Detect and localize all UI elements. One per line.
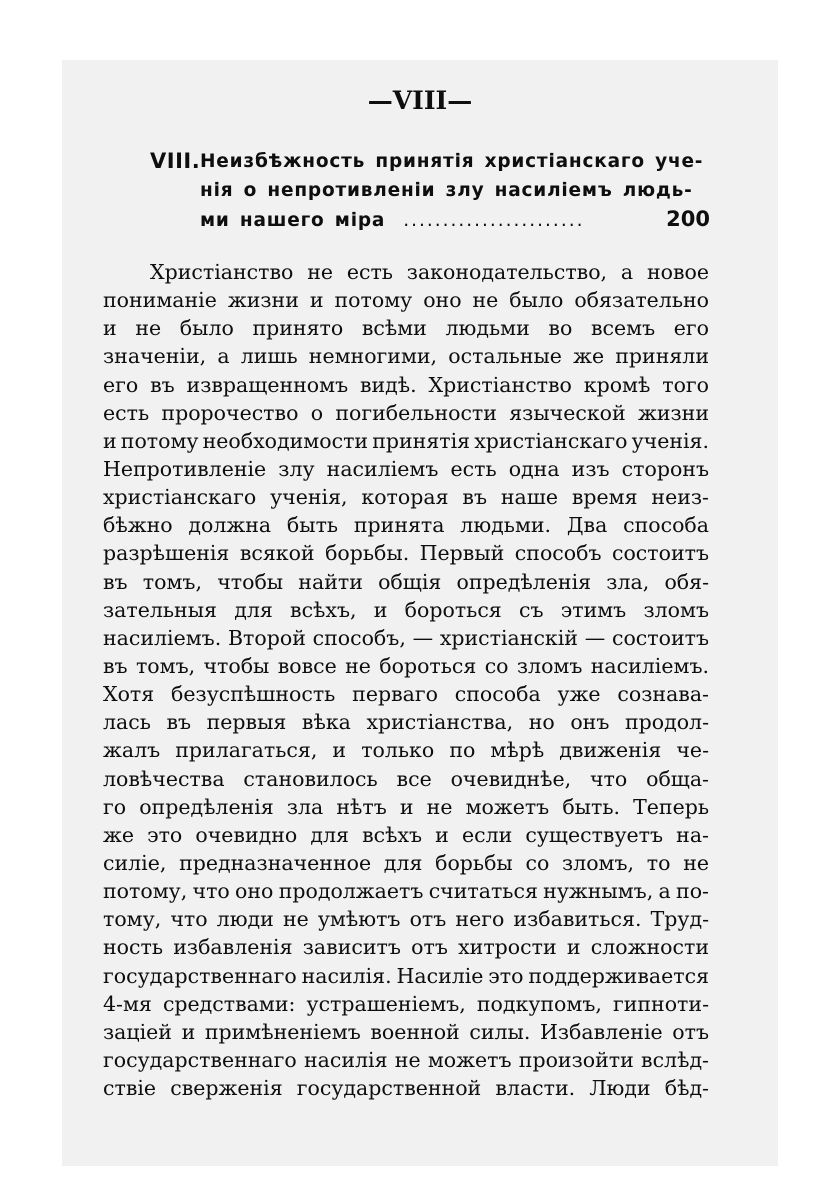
toc-title-line: Неизбѣжность принятія христіанскаго уче- <box>200 151 704 172</box>
toc-entry <box>150 147 710 234</box>
body-text-line: же это очевидно для всѣхъ и если существуетъ на- <box>103 822 709 847</box>
body-paragraph <box>103 258 709 1102</box>
body-text-line: тому, что люди не умѣютъ отъ него избавиться. Труд- <box>103 907 709 932</box>
body-text-line: лась въ первыя вѣка христіанства, но онъ продол- <box>103 710 709 735</box>
toc-chapter-number: VIII. <box>150 149 201 173</box>
body-text-line: есть пророчество о погибельности языческой жизни <box>103 400 709 425</box>
body-text-line: ствіе сверженія государственной власти. Люди бѣд- <box>103 1076 709 1101</box>
body-text-line: Непротивленіе злу насиліемъ есть одна изъ сторонъ <box>103 456 709 481</box>
body-text-line: въ томъ, чтобы вовсе не бороться со зломъ насиліемъ. <box>103 653 709 678</box>
body-text-line: его въ извращенномъ видѣ. Христіанство кромѣ того <box>103 372 709 397</box>
body-text-line: насиліемъ. Второй способъ, — христіанскій — состоитъ <box>103 625 709 650</box>
body-text-line: заціей и примѣненіемъ военной силы. Избавленіе отъ <box>103 1019 709 1044</box>
body-text-line: государственнаго насилія. Насиліе это поддерживается <box>103 963 709 988</box>
body-text-line: ность избавленія зависитъ отъ хитрости и сложности <box>103 935 709 960</box>
body-text-line: Хотя безуспѣшность перваго способа уже сознава- <box>103 682 709 707</box>
body-text-line: христіанскаго ученія, которая въ наше время неиз- <box>103 485 709 510</box>
toc-chapter-title <box>200 147 710 234</box>
body-text-line: пониманіе жизни и потому оно не было обязательно <box>103 288 709 313</box>
body-text-line: и не было принято всѣми людьми во всемъ его <box>103 316 709 341</box>
toc-page-number: 200 <box>666 207 710 231</box>
body-text-line: потому, что оно продолжаетъ считаться нужнымъ, а по- <box>103 879 709 904</box>
toc-title-last-line <box>200 205 710 234</box>
body-text-line: зательныя для всѣхъ, и бороться съ этимъ зломъ <box>103 597 709 622</box>
body-text-line: разрѣшенія всякой борьбы. Первый способъ состоитъ <box>103 541 709 566</box>
body-text-line: въ томъ, чтобы найти общія опредѣленія зла, обя- <box>103 569 709 594</box>
body-text-line: значеніи, а лишь немногими, остальные же приняли <box>103 344 709 369</box>
body-text-line: 4-мя средствами: устрашеніемъ, подкупомъ, гипноти- <box>103 991 709 1016</box>
page-number-header: —VIII— <box>367 86 473 115</box>
body-text-line: ловѣчества становилось все очевиднѣе, что обща- <box>103 766 709 791</box>
body-text-line: жалъ прилагаться, и только по мѣрѣ движенія че- <box>103 738 709 763</box>
body-text-line: силіе, предназначенное для борьбы со зломъ, то не <box>103 850 709 875</box>
body-text-line: Христіанство не есть законодательство, а новое <box>150 260 709 284</box>
toc-dot-leader: ....................... <box>403 210 585 231</box>
body-text-line: и потому необходимости принятія христіанскаго ученія. <box>103 428 709 453</box>
body-text-line: го опредѣленія зла нѣтъ и не можетъ быть. Теперь <box>103 794 709 819</box>
toc-title-line: ми нашего міра <box>200 210 386 231</box>
body-text-line: бѣжно должна быть принята людьми. Два способа <box>103 513 709 538</box>
toc-title-line: нія о непротивленіи злу насиліемъ людь- <box>200 180 693 201</box>
body-text-line: государственнаго насилія не можетъ произойти вслѣд- <box>103 1047 709 1072</box>
